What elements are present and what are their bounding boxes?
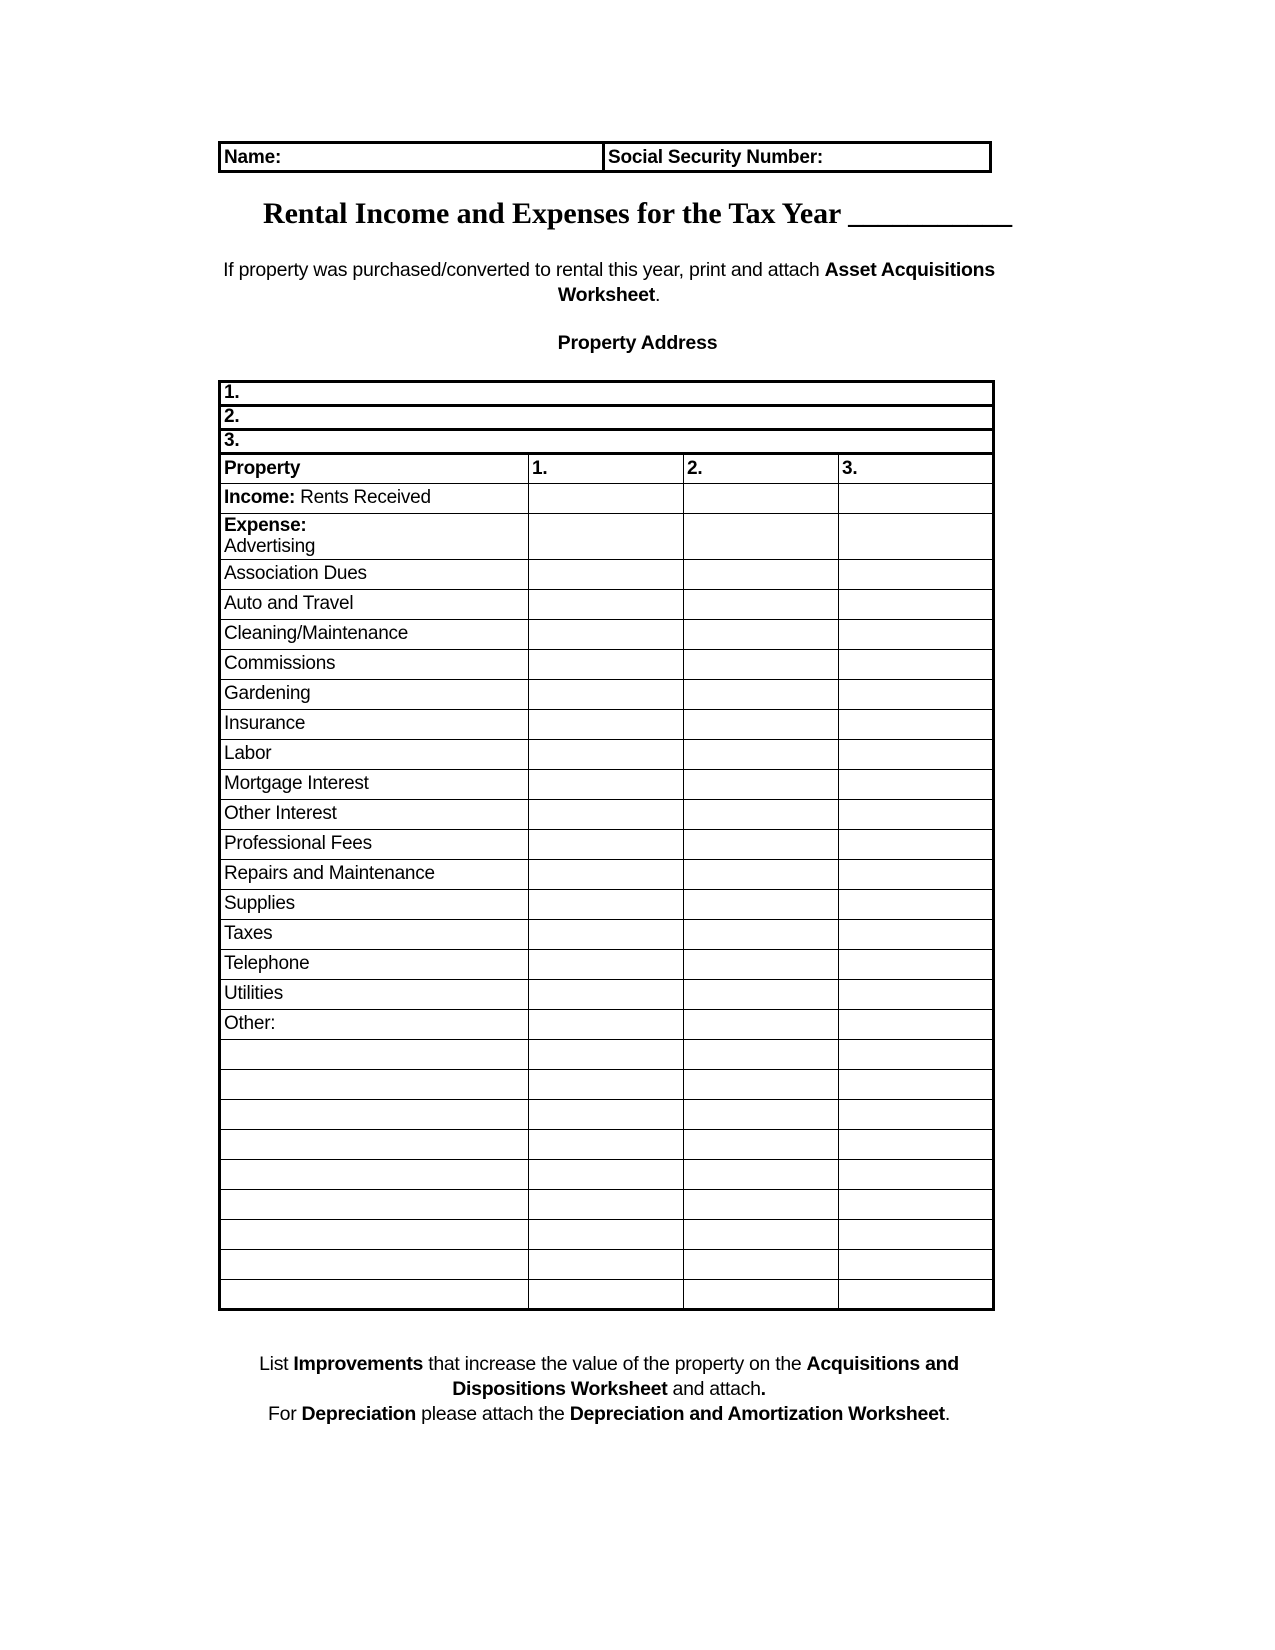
table-row-labor xyxy=(220,740,994,770)
blank-6-value-3[interactable] xyxy=(839,1190,994,1220)
blank-7-value-3[interactable] xyxy=(839,1220,994,1250)
property-address-input-2[interactable]: 2. xyxy=(220,406,994,430)
professional-fees-value-1[interactable] xyxy=(529,830,684,860)
table-row-utilities xyxy=(220,980,994,1010)
row-label-insurance: Insurance xyxy=(220,710,529,740)
row-label-association-dues: Association Dues xyxy=(220,560,529,590)
blank-4-value-3[interactable] xyxy=(839,1130,994,1160)
auto-and-travel-value-2[interactable] xyxy=(684,590,839,620)
property-address-input-1[interactable]: 1. xyxy=(220,382,994,406)
blank-6-value-2[interactable] xyxy=(684,1190,839,1220)
repairs-and-maintenance-value-2[interactable] xyxy=(684,860,839,890)
blank-9-value-2[interactable] xyxy=(684,1280,839,1310)
insurance-value-1[interactable] xyxy=(529,710,684,740)
telephone-value-3[interactable] xyxy=(839,950,994,980)
blank-6-value-1[interactable] xyxy=(529,1190,684,1220)
table-row-other xyxy=(220,1010,994,1040)
association-dues-value-1[interactable] xyxy=(529,560,684,590)
taxpayer-header-box xyxy=(218,141,992,173)
cleaning-maintenance-value-3[interactable] xyxy=(839,620,994,650)
blank-3-value-3[interactable] xyxy=(839,1100,994,1130)
column-header-1: 1. xyxy=(529,454,684,484)
telephone-value-1[interactable] xyxy=(529,950,684,980)
association-dues-value-3[interactable] xyxy=(839,560,994,590)
blank-5-value-3[interactable] xyxy=(839,1160,994,1190)
rental-income-expense-table xyxy=(218,380,995,1311)
income-rents-received-value-2[interactable] xyxy=(684,484,839,514)
row-label-commissions: Commissions xyxy=(220,650,529,680)
repairs-and-maintenance-value-1[interactable] xyxy=(529,860,684,890)
column-header-2: 2. xyxy=(684,454,839,484)
blank-9-value-1[interactable] xyxy=(529,1280,684,1310)
footer-text-2: that increase the value of the property on the xyxy=(423,1353,807,1375)
utilities-value-1[interactable] xyxy=(529,980,684,1010)
property-address-row-3[interactable] xyxy=(220,430,994,454)
name-label: Name: xyxy=(224,146,282,168)
advertising-value-1[interactable] xyxy=(529,514,684,560)
blank-5-value-1[interactable] xyxy=(529,1160,684,1190)
row-label-blank-7[interactable] xyxy=(220,1220,529,1250)
mortgage-interest-value-2[interactable] xyxy=(684,770,839,800)
page-title: Rental Income and Expenses for the Tax Year ___________ xyxy=(263,197,1012,230)
table-row-blank-6 xyxy=(220,1190,994,1220)
taxes-value-3[interactable] xyxy=(839,920,994,950)
table-row-telephone xyxy=(220,950,994,980)
row-label-mortgage-interest: Mortgage Interest xyxy=(220,770,529,800)
column-header-3: 3. xyxy=(839,454,994,484)
table-row-insurance xyxy=(220,710,994,740)
table-row-repairs-and-maintenance xyxy=(220,860,994,890)
table-header-row xyxy=(220,454,994,484)
labor-value-2[interactable] xyxy=(684,740,839,770)
ssn-field[interactable] xyxy=(605,144,989,170)
footer-line-improvements xyxy=(200,1352,1018,1402)
property-address-heading: Property Address xyxy=(557,332,718,354)
row-label-supplies: Supplies xyxy=(220,890,529,920)
table-row-blank-9 xyxy=(220,1280,994,1310)
taxes-value-1[interactable] xyxy=(529,920,684,950)
table-row-association-dues xyxy=(220,560,994,590)
table-row-auto-and-travel xyxy=(220,590,994,620)
row-label-expense-advertising xyxy=(220,514,529,560)
footer-bold-depreciation-amortization-worksheet: Depreciation and Amortization Worksheet xyxy=(569,1403,945,1425)
blank-3-value-1[interactable] xyxy=(529,1100,684,1130)
row-label-taxes: Taxes xyxy=(220,920,529,950)
blank-2-value-3[interactable] xyxy=(839,1070,994,1100)
advertising-value-3[interactable] xyxy=(839,514,994,560)
mortgage-interest-value-3[interactable] xyxy=(839,770,994,800)
row-label-blank-1[interactable] xyxy=(220,1040,529,1070)
footer-text-6: . xyxy=(944,1403,950,1425)
blank-4-value-1[interactable] xyxy=(529,1130,684,1160)
gardening-value-3[interactable] xyxy=(839,680,994,710)
mortgage-interest-value-1[interactable] xyxy=(529,770,684,800)
blank-8-value-2[interactable] xyxy=(684,1250,839,1280)
intro-text-1: If property was purchased/converted to rental this year, print and attach xyxy=(223,259,825,281)
footer-text-1: List xyxy=(259,1353,294,1375)
blank-1-value-3[interactable] xyxy=(839,1040,994,1070)
expense-row-label-advertising: Advertising xyxy=(224,535,316,557)
blank-7-value-1[interactable] xyxy=(529,1220,684,1250)
intro-bold-asset-acquisitions-worksheet: Asset Acquisitions Worksheet xyxy=(557,259,995,306)
table-row-gardening xyxy=(220,680,994,710)
table-row-taxes xyxy=(220,920,994,950)
advertising-value-2[interactable] xyxy=(684,514,839,560)
expense-heading-label: Expense: xyxy=(224,515,307,536)
gardening-value-1[interactable] xyxy=(529,680,684,710)
row-label-other-interest: Other Interest xyxy=(220,800,529,830)
row-label-blank-3[interactable] xyxy=(220,1100,529,1130)
table-row-blank-3 xyxy=(220,1100,994,1130)
labor-value-1[interactable] xyxy=(529,740,684,770)
blank-1-value-1[interactable] xyxy=(529,1040,684,1070)
row-label-auto-and-travel: Auto and Travel xyxy=(220,590,529,620)
telephone-value-2[interactable] xyxy=(684,950,839,980)
row-label-blank-5[interactable] xyxy=(220,1160,529,1190)
footer-text-5: please attach the xyxy=(416,1403,570,1425)
commissions-value-2[interactable] xyxy=(684,650,839,680)
blank-8-value-1[interactable] xyxy=(529,1250,684,1280)
table-row-commissions xyxy=(220,650,994,680)
table-row-blank-1 xyxy=(220,1040,994,1070)
row-label-income: Income: Rents Received xyxy=(220,484,529,514)
repairs-and-maintenance-value-3[interactable] xyxy=(839,860,994,890)
insurance-value-2[interactable] xyxy=(684,710,839,740)
blank-7-value-2[interactable] xyxy=(684,1220,839,1250)
property-address-row-1[interactable] xyxy=(220,382,994,406)
blank-5-value-2[interactable] xyxy=(684,1160,839,1190)
cleaning-maintenance-value-2[interactable] xyxy=(684,620,839,650)
footer-bold-improvements: Improvements xyxy=(293,1353,424,1375)
blank-1-value-2[interactable] xyxy=(684,1040,839,1070)
professional-fees-value-3[interactable] xyxy=(839,830,994,860)
footer-text-4: For xyxy=(268,1403,302,1425)
footer-instructions xyxy=(200,1352,1018,1427)
row-label-telephone: Telephone xyxy=(220,950,529,980)
other-interest-value-3[interactable] xyxy=(839,800,994,830)
footer-bold-acquisitions-dispositions-worksheet: Acquisitions and Dispositions Worksheet xyxy=(452,1353,959,1400)
labor-value-3[interactable] xyxy=(839,740,994,770)
utilities-value-3[interactable] xyxy=(839,980,994,1010)
professional-fees-value-2[interactable] xyxy=(684,830,839,860)
association-dues-value-2[interactable] xyxy=(684,560,839,590)
insurance-value-3[interactable] xyxy=(839,710,994,740)
blank-9-value-3[interactable] xyxy=(839,1280,994,1310)
table-row-other-interest xyxy=(220,800,994,830)
column-header-property: Property xyxy=(220,454,529,484)
footer-text-3: and attach xyxy=(667,1378,761,1400)
name-field[interactable] xyxy=(221,144,605,170)
other-interest-value-2[interactable] xyxy=(684,800,839,830)
footer-bold-depreciation: Depreciation xyxy=(301,1403,417,1425)
table-row-mortgage-interest xyxy=(220,770,994,800)
auto-and-travel-value-1[interactable] xyxy=(529,590,684,620)
property-address-input-3[interactable]: 3. xyxy=(220,430,994,454)
utilities-value-2[interactable] xyxy=(684,980,839,1010)
blank-2-value-1[interactable] xyxy=(529,1070,684,1100)
row-label-blank-9[interactable] xyxy=(220,1280,529,1310)
other-value-2[interactable] xyxy=(684,1010,839,1040)
ssn-label: Social Security Number: xyxy=(608,146,824,168)
intro-instructions xyxy=(200,258,1018,308)
other-value-1[interactable] xyxy=(529,1010,684,1040)
supplies-value-1[interactable] xyxy=(529,890,684,920)
commissions-value-1[interactable] xyxy=(529,650,684,680)
table-row-blank-2 xyxy=(220,1070,994,1100)
other-value-3[interactable] xyxy=(839,1010,994,1040)
table-row-blank-7 xyxy=(220,1220,994,1250)
blank-2-value-2[interactable] xyxy=(684,1070,839,1100)
table-row-blank-8 xyxy=(220,1250,994,1280)
table-row-professional-fees xyxy=(220,830,994,860)
row-label-blank-6[interactable] xyxy=(220,1190,529,1220)
row-label-blank-8[interactable] xyxy=(220,1250,529,1280)
intro-text-2: . xyxy=(654,284,661,306)
supplies-value-3[interactable] xyxy=(839,890,994,920)
row-label-labor: Labor xyxy=(220,740,529,770)
gardening-value-2[interactable] xyxy=(684,680,839,710)
row-label-blank-2[interactable] xyxy=(220,1070,529,1100)
blank-4-value-2[interactable] xyxy=(684,1130,839,1160)
property-address-row-2[interactable] xyxy=(220,406,994,430)
taxes-value-2[interactable] xyxy=(684,920,839,950)
commissions-value-3[interactable] xyxy=(839,650,994,680)
table-row-cleaning-maintenance xyxy=(220,620,994,650)
table-row-blank-5 xyxy=(220,1160,994,1190)
footer-bold-period-1: . xyxy=(760,1378,766,1400)
cleaning-maintenance-value-1[interactable] xyxy=(529,620,684,650)
table-row-supplies xyxy=(220,890,994,920)
income-rents-received-value-3[interactable] xyxy=(839,484,994,514)
row-label-blank-4[interactable] xyxy=(220,1130,529,1160)
income-rents-received-value-1[interactable] xyxy=(529,484,684,514)
table-row-expense-advertising xyxy=(220,514,994,560)
auto-and-travel-value-3[interactable] xyxy=(839,590,994,620)
table-row-blank-4 xyxy=(220,1130,994,1160)
table-row-income-rents-received xyxy=(220,484,994,514)
footer-line-depreciation xyxy=(200,1402,1018,1427)
row-label-professional-fees: Professional Fees xyxy=(220,830,529,860)
row-label-utilities: Utilities xyxy=(220,980,529,1010)
supplies-value-2[interactable] xyxy=(684,890,839,920)
row-label-other: Other: xyxy=(220,1010,529,1040)
blank-3-value-2[interactable] xyxy=(684,1100,839,1130)
income-label-bold: Income: xyxy=(224,487,296,509)
other-interest-value-1[interactable] xyxy=(529,800,684,830)
row-label-repairs-and-maintenance: Repairs and Maintenance xyxy=(220,860,529,890)
row-label-cleaning-maintenance: Cleaning/Maintenance xyxy=(220,620,529,650)
row-label-gardening: Gardening xyxy=(220,680,529,710)
blank-8-value-3[interactable] xyxy=(839,1250,994,1280)
